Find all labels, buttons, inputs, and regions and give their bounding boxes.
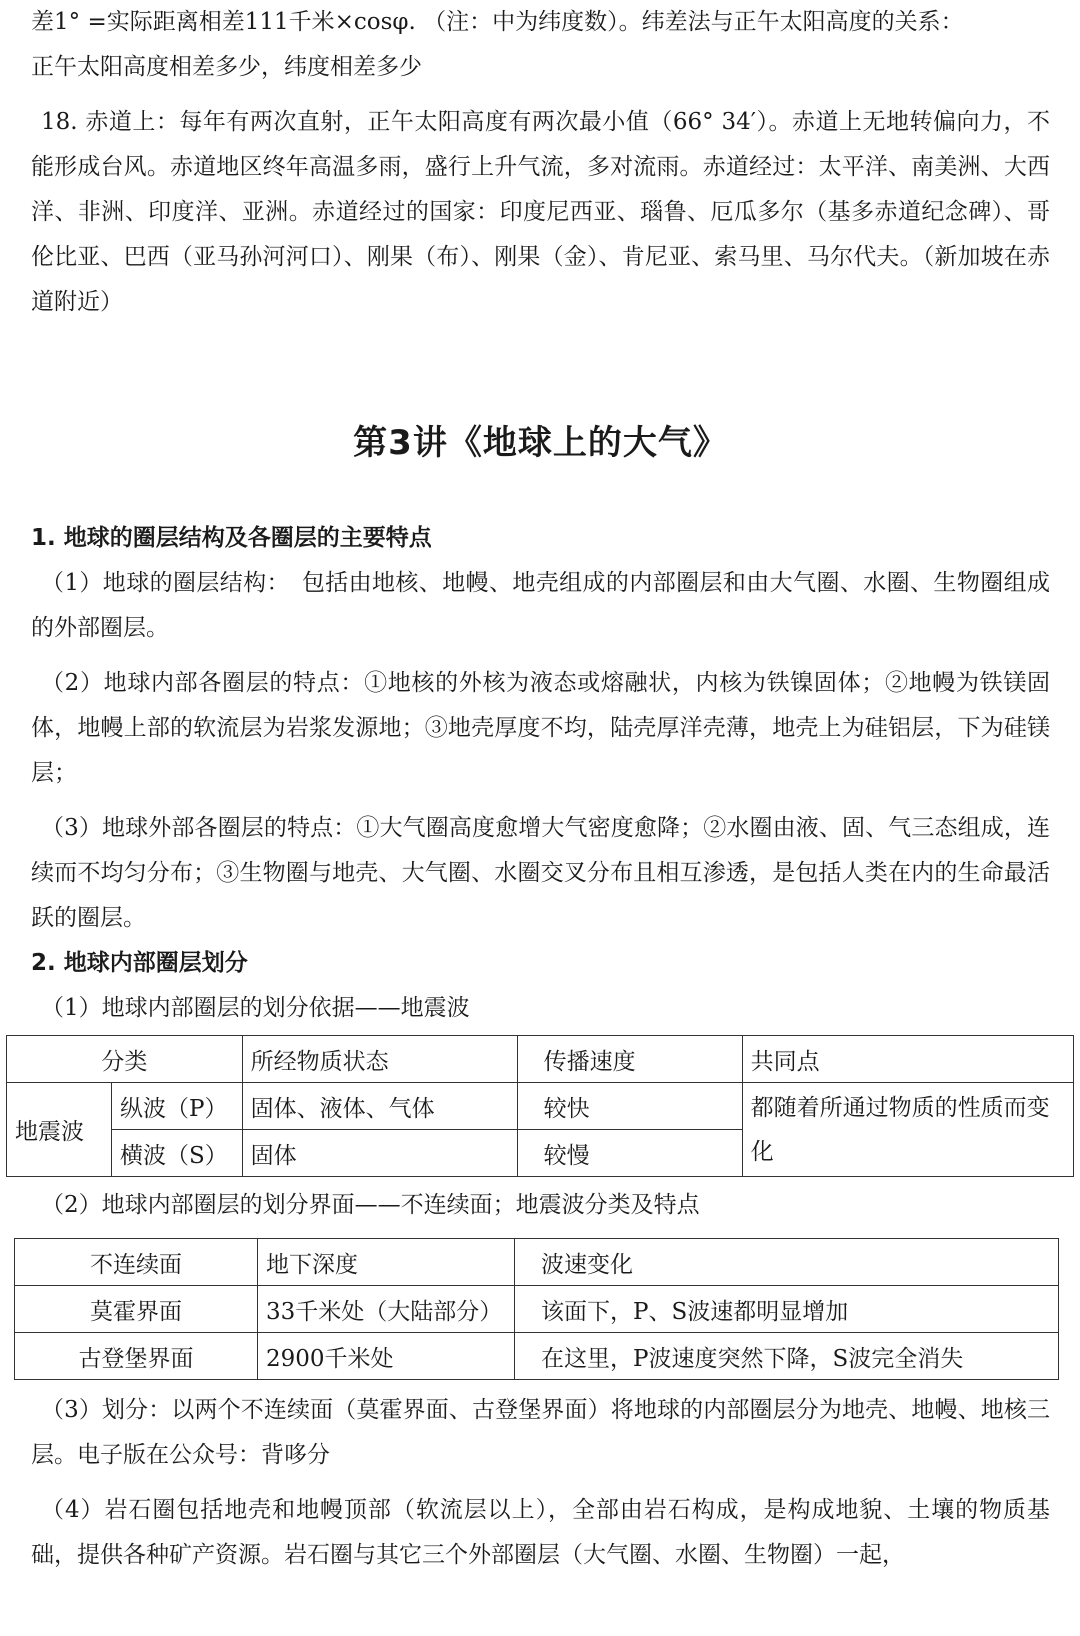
- item-18-paragraph: 18. 赤道上：每年有两次直射，正午太阳高度有两次最小值（66° 34′）。赤道上无地转偏向力，不能形成台风。赤道地区终年高温多雨，盛行上升气流，多对流雨。赤道经过：太平洋、南美洲、大西洋、非洲、印度洋、亚洲。赤道经过的国家：印度尼西亚、瑙鲁、厄瓜多尔（基多赤道纪念碑）、哥伦比亚、巴西（亚马孙河河口）、刚果（布）、刚果（金）、肯尼亚、索马里、马尔代夫。（新加坡在赤道附近）: [31, 109, 1050, 315]
- intro-line-1: 差1° =实际距离相差111千米×cosφ. （注：中为纬度数）。纬差法与正午太阳高度的关系：: [31, 9, 964, 35]
- table-header-cell: 不连续面: [15, 1239, 258, 1286]
- section-1-paragraph-1: （1）地球的圈层结构： 包括由地核、地幔、地壳组成的内部圈层和由大气圈、水圈、生物圈组成的外部圈层。: [31, 570, 1050, 641]
- wave-group-cell: 地震波: [7, 1083, 112, 1177]
- table-header-cell: 所经物质状态: [242, 1036, 517, 1083]
- section-1-paragraph-2: （2）地球内部各圈层的特点：①地核的外核为液态或熔融状，内核为铁镍固体；②地幔为铁镁固体，地幔上部的软流层为岩浆发源地；③地壳厚度不均，陆壳厚洋壳薄，地壳上为硅铝层，下为硅镁层；: [31, 670, 1050, 786]
- section-2-heading: 2. 地球内部圈层划分: [31, 950, 248, 976]
- section-2-sub-2: （2）地球内部圈层的划分界面——不连续面；地震波分类及特点: [41, 1192, 700, 1218]
- wave-state-cell: 固体、液体、气体: [242, 1083, 517, 1130]
- table-header-cell: 共同点: [742, 1036, 1073, 1083]
- intro-line-2: 正午太阳高度相差多少，纬度相差多少: [31, 54, 422, 80]
- table-header-cell: 波速变化: [515, 1239, 1059, 1286]
- interface-depth-cell: 2900千米处: [258, 1333, 515, 1380]
- interface-name-cell: 古登堡界面: [15, 1333, 258, 1380]
- section-2-sub-1: （1）地球内部圈层的划分依据——地震波: [41, 995, 470, 1021]
- table-header-cell: 传播速度: [517, 1036, 742, 1083]
- table-row: [15, 1333, 1059, 1380]
- wave-speed-cell: 较快: [517, 1083, 742, 1130]
- wave-speed-cell: 较慢: [517, 1130, 742, 1177]
- interface-name-cell: 莫霍界面: [15, 1286, 258, 1333]
- lecture-title: 第3讲《地球上的大气》: [353, 423, 728, 463]
- table-header-row: [15, 1239, 1059, 1286]
- wave-type-cell: 横波（S）: [112, 1130, 243, 1177]
- table-row: [7, 1083, 1074, 1130]
- interface-change-cell: 在这里，P波速度突然下降，S波完全消失: [515, 1333, 1059, 1380]
- wave-state-cell: 固体: [242, 1130, 517, 1177]
- section-1-paragraph-3: （3）地球外部各圈层的特点：①大气圈高度愈增大气密度愈降；②水圈由液、固、气三态组成，连续而不均匀分布；③生物圈与地壳、大气圈、水圈交叉分布且相互渗透，是包括人类在内的生命最活跃的圈层。: [31, 815, 1050, 931]
- table-header-cell: 分类: [7, 1036, 243, 1083]
- table-row: [15, 1286, 1059, 1333]
- interface-change-cell: 该面下，P、S波速都明显增加: [515, 1286, 1059, 1333]
- section-1-heading: 1. 地球的圈层结构及各圈层的主要特点: [31, 525, 432, 551]
- section-2-paragraph-4: （4）岩石圈包括地壳和地幔顶部（软流层以上），全部由岩石构成，是构成地貌、土壤的物质基础，提供各种矿产资源。岩石圈与其它三个外部圈层（大气圈、水圈、生物圈）一起，: [31, 1497, 1050, 1568]
- seismic-wave-table: [6, 1035, 1074, 1177]
- discontinuity-table: [14, 1238, 1059, 1380]
- interface-depth-cell: 33千米处（大陆部分）: [258, 1286, 515, 1333]
- section-2-paragraph-3: （3）划分：以两个不连续面（莫霍界面、古登堡界面）将地球的内部圈层分为地壳、地幔、地核三层。电子版在公众号：背哆分: [31, 1397, 1050, 1468]
- table-header-cell: 地下深度: [258, 1239, 515, 1286]
- wave-common-cell: 都随着所通过物质的性质而变化: [742, 1083, 1073, 1177]
- table-header-row: [7, 1036, 1074, 1083]
- wave-type-cell: 纵波（P）: [112, 1083, 243, 1130]
